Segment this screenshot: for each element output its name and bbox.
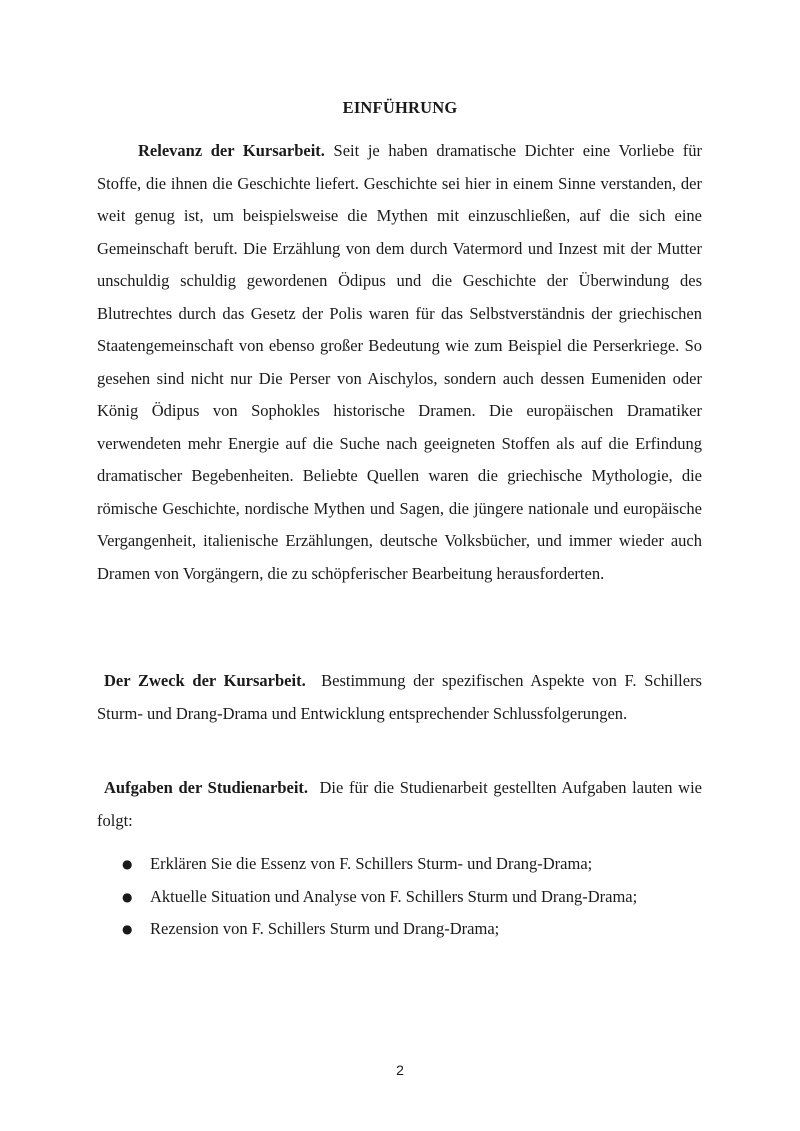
task-list [97, 848, 717, 946]
task-item-text: Rezension von F. Schillers Sturm und Drang-Drama; [150, 919, 500, 938]
tasks-label: Aufgaben der Studienarbeit. [104, 778, 309, 797]
bullet-icon: ● [122, 857, 133, 871]
tasks-paragraph [97, 772, 707, 837]
list-item [97, 881, 717, 914]
list-item [97, 913, 717, 946]
purpose-label: Der Zweck der Kursarbeit. [104, 671, 306, 690]
task-item-text: Aktuelle Situation und Analyse von F. Schillers Sturm und Drang-Drama; [150, 886, 638, 906]
bullet-icon: ● [122, 922, 133, 936]
task-item-text: Erklären Sie die Essenz von F. Schillers Sturm- und Drang-Drama; [150, 854, 593, 873]
tasks-text: Die für die Studienarbeit gestellten Aufgaben lauten wie folgt: [97, 778, 707, 830]
relevance-paragraph [97, 135, 702, 590]
bullet-icon: ● [122, 889, 133, 904]
section-heading: EINFÜHRUNG [342, 98, 458, 117]
relevance-label: Relevanz der Kursarbeit. [138, 141, 325, 160]
page-number: 2 [396, 1062, 404, 1078]
purpose-text: Bestimmung der spezifischen Aspekte von F. Schillers Sturm- und Drang-Drama und Entwicklung entsprechender Schlussfolgerungen. [97, 671, 707, 723]
relevance-text: Seit je haben dramatische Dichter eine Vorliebe für Stoffe, die ihnen die Geschichte liefert. Geschichte sei hier in einem Sinne verstanden, der weit genug ist, um beispielsweise die Mythen mit einzuschließen, auf die sich eine Gemeinschaft beruft. Die Erzählung von dem durch Vatermord und Inzest mit der Mutter unschuldig schuldig gewordenen Ödipus und die Geschichte der Überwindung des Blutrechtes durch das Gesetz der Polis waren für das Selbstverständnis der griechischen Staatengemeinschaft von ebenso großer Bedeutung wie zum Beispiel die Perserkriege. So gesehen sind nicht nur Die Perser von Aischylos, sondern auch dessen Eumeniden oder König Ödipus von Sophokles historische Dramen. Die europäischen Dramatiker verwendeten mehr Energie auf die Suche nach geeigneten Stoffen als auf die Erfindung dramatischer Begebenheiten. Beliebte Quellen waren die griechische Mythologie, die römische Geschichte, nordische Mythen und Sagen, die jüngere nationale und europäische Vergangenheit, italienische Erzählungen, deutsche Volksbücher, und immer wieder auch Dramen von Vorgängern, die zu schöpferischer Bearbeitung herausforderten. [97, 141, 702, 583]
list-item [97, 848, 717, 881]
purpose-paragraph [97, 665, 707, 730]
